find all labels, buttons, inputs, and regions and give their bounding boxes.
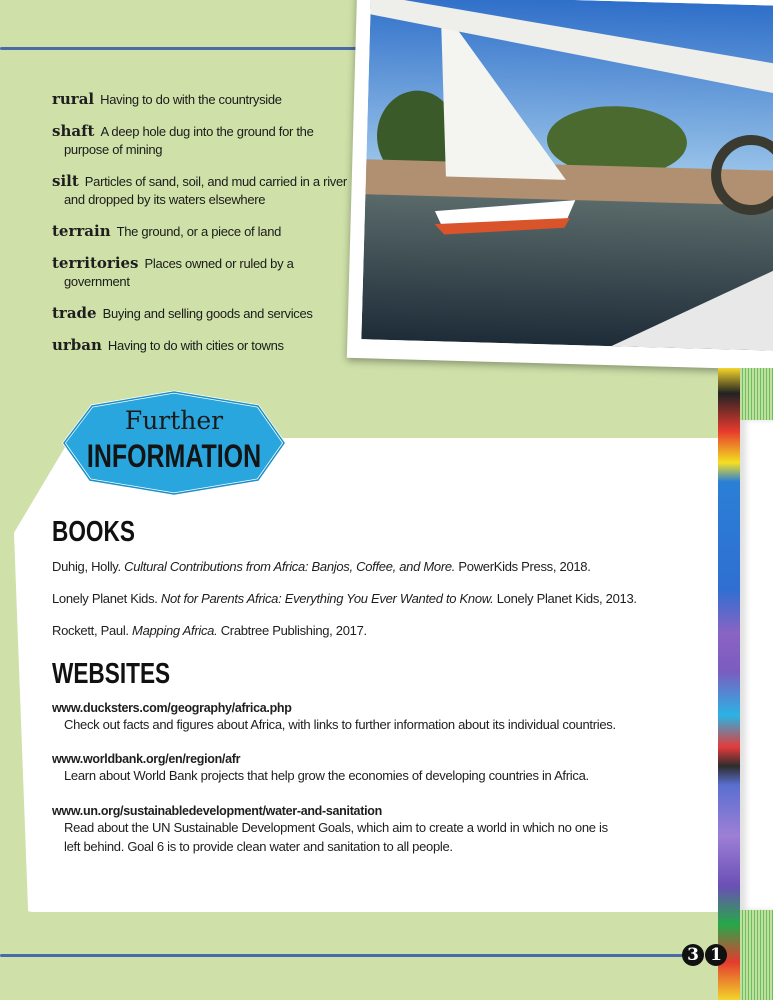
definition: The ground, or a piece of land (116, 224, 282, 239)
book-title: Not for Parents Africa: Everything You Ever Wanted to Know. (160, 591, 494, 606)
website-item (52, 752, 642, 785)
book-author: Lonely Planet Kids. (52, 591, 158, 606)
book-item (52, 623, 367, 638)
term: shaft (52, 122, 95, 140)
website-description: Read about the UN Sustainable Development Goals, which aim to create a world in which no one is left behind. Goal 6 is to provide clean water and sanitation to all people. (64, 820, 608, 854)
badge-line2: INFORMATION (86, 438, 262, 474)
websites-heading: WEBSITES (52, 658, 171, 690)
term: territories (52, 254, 139, 272)
term: trade (52, 304, 97, 322)
book-publisher: Crabtree Publishing, 2017. (220, 623, 367, 638)
definition: Having to do with cities or towns (107, 338, 284, 353)
glossary-entry (52, 254, 352, 291)
books-heading: BOOKS (52, 516, 135, 548)
website-description: Learn about World Bank projects that help grow the economies of developing countries in Africa. (64, 768, 589, 783)
book-title: Mapping Africa. (132, 623, 218, 638)
website-item (52, 701, 642, 734)
book-author: Duhig, Holly. (52, 559, 121, 574)
book-title: Cultural Contributions from Africa: Banjos, Coffee, and More. (124, 559, 456, 574)
glossary-entry (52, 122, 352, 159)
color-strip (718, 368, 740, 1000)
definition: Particles of sand, soil, and mud carried in a river and dropped by its waters elsewhere (64, 174, 347, 207)
term: silt (52, 172, 79, 190)
page-number (682, 944, 727, 966)
book-item (52, 559, 591, 574)
further-information-badge (62, 388, 286, 498)
glossary (52, 90, 352, 368)
website-item (52, 804, 612, 856)
website-description: Check out facts and figures about Africa, with links to further information about its individual countries. (64, 717, 616, 732)
website-url[interactable]: www.un.org/sustainabledevelopment/water-and-sanitation (52, 804, 382, 818)
sailboat-photo (347, 0, 773, 370)
definition: Buying and selling goods and services (102, 306, 313, 321)
next-page-panel (740, 420, 773, 910)
bottom-rule (0, 954, 690, 957)
page-digit: 1 (705, 944, 727, 966)
term: rural (52, 90, 95, 108)
website-url[interactable]: www.ducksters.com/geography/africa.php (52, 701, 292, 715)
badge-line1: Further (124, 406, 224, 435)
definition: Places owned or ruled by a government (64, 256, 294, 289)
glossary-entry (52, 304, 352, 323)
glossary-entry (52, 222, 352, 241)
term: terrain (52, 222, 111, 240)
website-url[interactable]: www.worldbank.org/en/region/afr (52, 752, 241, 766)
definition: Having to do with the countryside (100, 92, 282, 107)
top-rule (0, 47, 362, 50)
book-publisher: Lonely Planet Kids, 2013. (496, 591, 637, 606)
book-publisher: PowerKids Press, 2018. (458, 559, 591, 574)
glossary-entry (52, 90, 352, 109)
term: urban (52, 336, 102, 354)
glossary-entry (52, 172, 352, 209)
book-item (52, 591, 637, 606)
page-digit: 3 (682, 944, 704, 966)
glossary-entry (52, 336, 352, 355)
book-author: Rockett, Paul. (52, 623, 129, 638)
definition: A deep hole dug into the ground for the purpose of mining (64, 124, 314, 157)
